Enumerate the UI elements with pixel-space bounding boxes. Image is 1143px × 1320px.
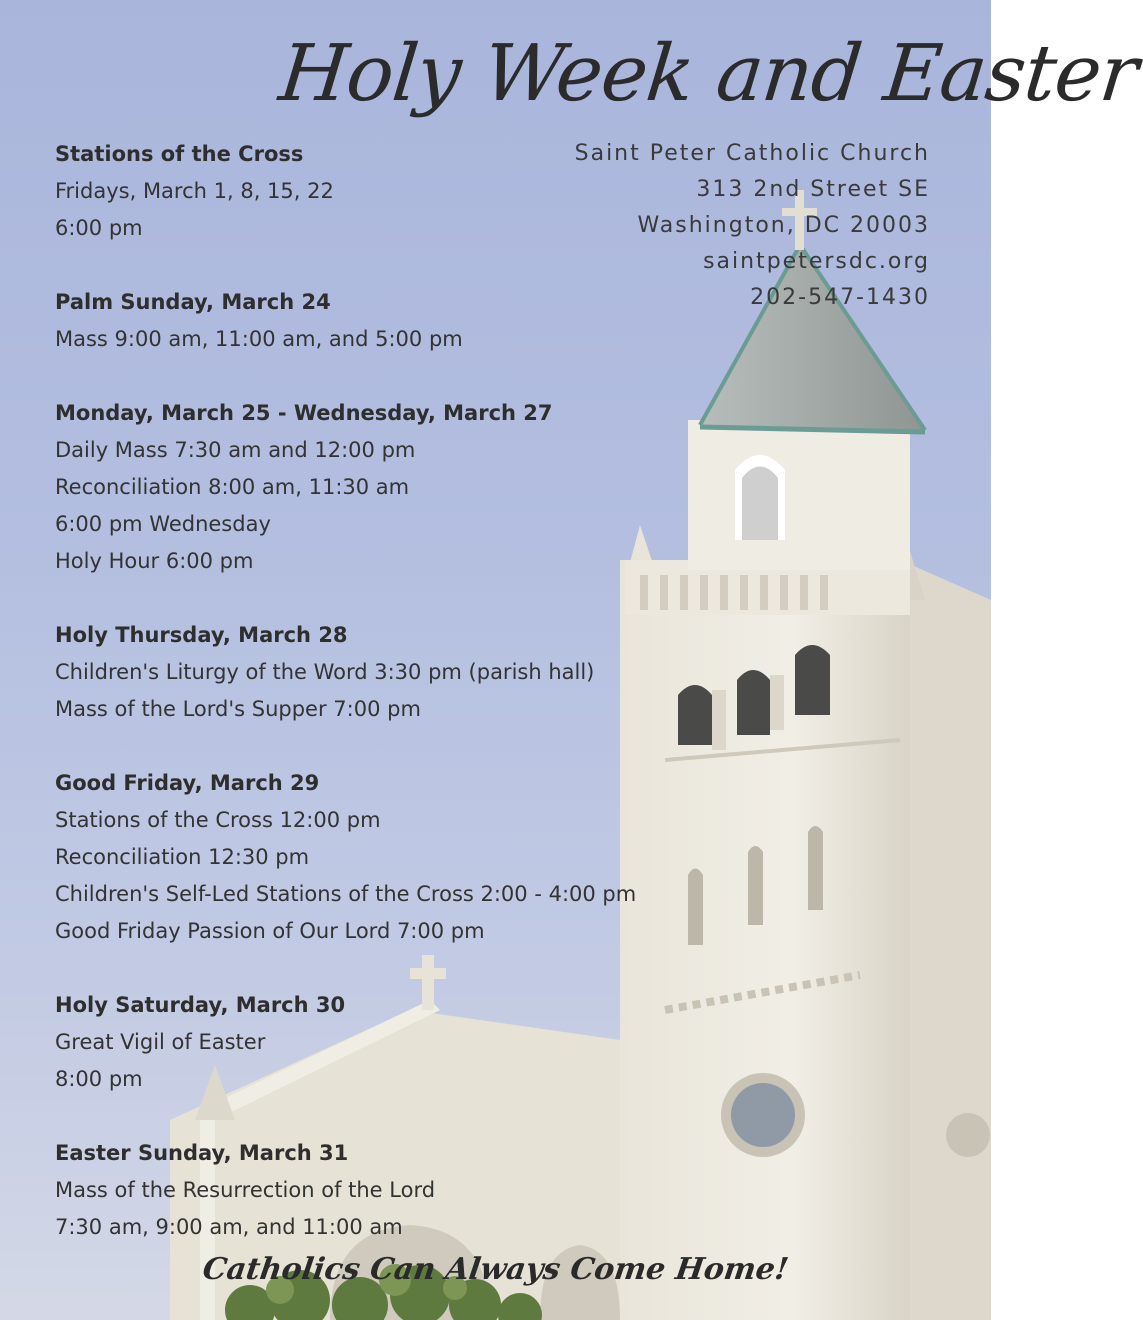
section-heading: Holy Saturday, March 30 (55, 993, 346, 1017)
section-heading: Holy Thursday, March 28 (55, 623, 348, 647)
schedule-section (55, 284, 755, 358)
section-line: Daily Mass 7:30 am and 12:00 pm (55, 438, 416, 462)
section-heading: Monday, March 25 - Wednesday, March 27 (55, 401, 553, 425)
section-line: Good Friday Passion of Our Lord 7:00 pm (55, 919, 485, 943)
schedule-section (55, 136, 755, 247)
poster-title: Holy Week and Easter (275, 29, 1142, 119)
poster-tagline: Catholics Can Always Come Home! (200, 1252, 791, 1287)
schedule-section (55, 987, 755, 1098)
section-heading: Stations of the Cross (55, 142, 304, 166)
section-line: Fridays, March 1, 8, 15, 22 (55, 179, 334, 203)
section-line: Stations of the Cross 12:00 pm (55, 808, 381, 832)
church-name: Saint Peter Catholic Church (574, 141, 930, 166)
section-line: 6:00 pm Wednesday (55, 512, 271, 536)
schedule-section (55, 765, 755, 950)
section-line: 8:00 pm (55, 1067, 143, 1091)
section-line: Mass of the Lord's Supper 7:00 pm (55, 697, 421, 721)
section-heading: Easter Sunday, March 31 (55, 1141, 349, 1165)
section-line: Mass of the Resurrection of the Lord (55, 1178, 436, 1202)
service-schedule (55, 136, 755, 1283)
church-city: Washington, DC 20003 (637, 213, 930, 238)
church-website: saintpetersdc.org (703, 249, 930, 274)
section-line: 6:00 pm (55, 216, 143, 240)
schedule-section (55, 1135, 755, 1246)
section-line: Great Vigil of Easter (55, 1030, 266, 1054)
section-line: Children's Liturgy of the Word 3:30 pm (parish hall) (55, 660, 595, 684)
section-heading: Good Friday, March 29 (55, 771, 320, 795)
section-line: Children's Self-Led Stations of the Cross 2:00 - 4:00 pm (55, 882, 637, 906)
schedule-section (55, 617, 755, 728)
section-line: 7:30 am, 9:00 am, and 11:00 am (55, 1215, 403, 1239)
section-line: Holy Hour 6:00 pm (55, 549, 254, 573)
schedule-section (55, 395, 755, 580)
church-phone: 202-547-1430 (750, 285, 930, 310)
church-street: 313 2nd Street SE (696, 177, 930, 202)
section-heading: Palm Sunday, March 24 (55, 290, 331, 314)
section-line: Reconciliation 12:30 pm (55, 845, 310, 869)
section-line: Mass 9:00 am, 11:00 am, and 5:00 pm (55, 327, 463, 351)
section-line: Reconciliation 8:00 am, 11:30 am (55, 475, 410, 499)
